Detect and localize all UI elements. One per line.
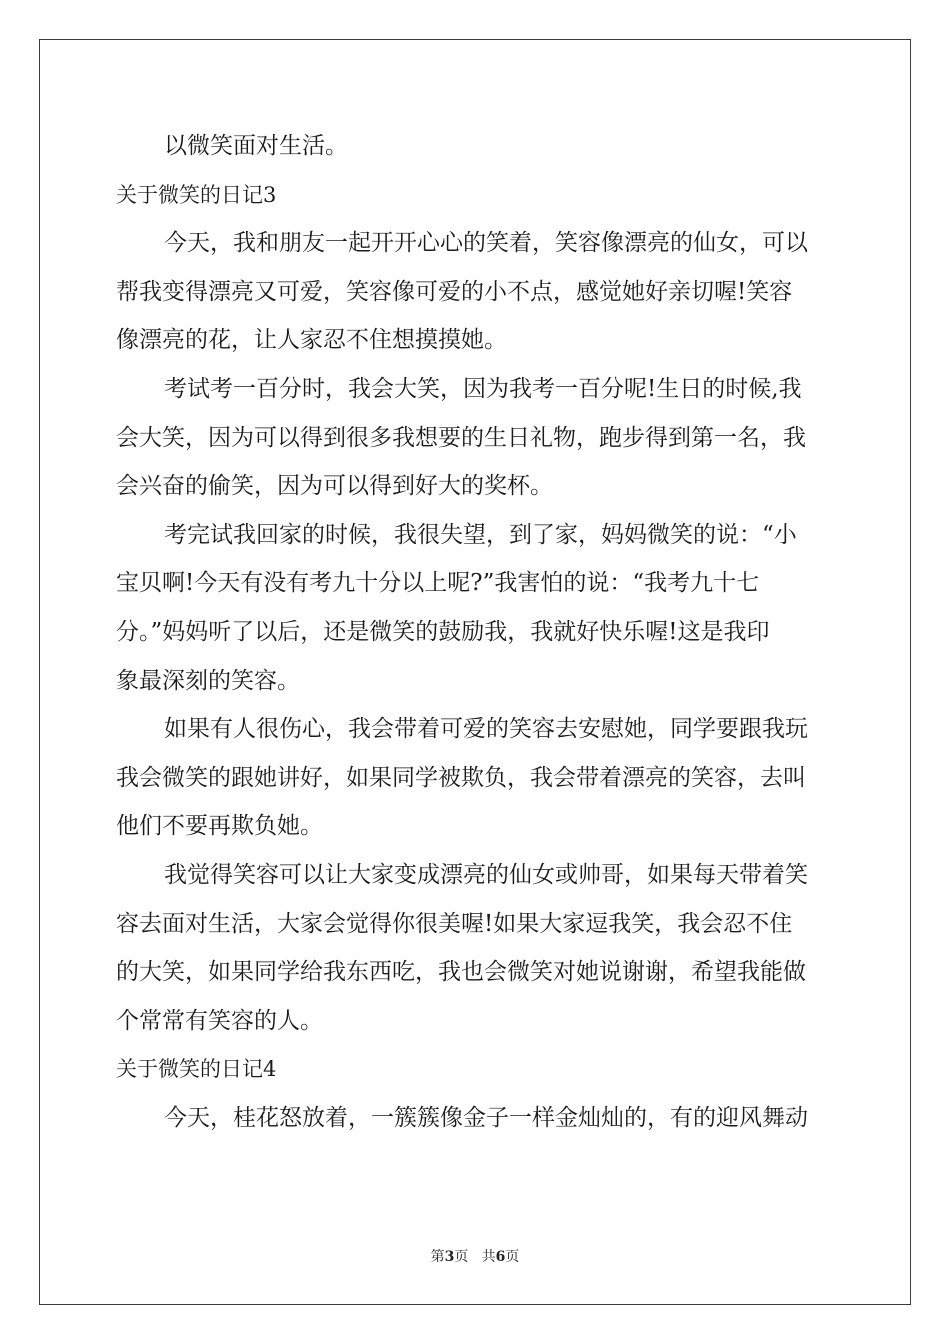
text-line: 会大笑，因为可以得到很多我想要的生日礼物，跑步得到第一名，我	[116, 424, 806, 451]
text-line: 宝贝啊!今天有没有考九十分以上呢?”我害怕的说：“我考九十七	[116, 570, 760, 597]
text-line: 他们不要再欺负她。	[116, 813, 323, 840]
text-line: 我会微笑的跟她讲好，如果同学被欺负，我会带着漂亮的笑容，去叫	[116, 764, 806, 791]
footer-page-suffix: 页	[454, 1249, 469, 1265]
text-line: 会兴奋的偷笑，因为可以得到好大的奖杯。	[116, 473, 553, 500]
footer-total-prefix: 共	[481, 1249, 496, 1265]
text-line: 考完试我回家的时候，我很失望，到了家，妈妈微笑的说：“小	[164, 521, 797, 548]
page-number: 3	[444, 1249, 455, 1265]
footer-total-suffix: 页	[505, 1249, 520, 1265]
text-line: 以微笑面对生活。	[164, 133, 348, 159]
text-line: 今天，我和朋友一起开开心心的笑着，笑容像漂亮的仙女，可以	[164, 230, 808, 257]
text-line: 考试考一百分时，我会大笑，因为我考一百分呢!生日的时候,我	[164, 375, 802, 402]
text-line: 像漂亮的花，让人家忍不住想摸摸她。	[116, 327, 507, 354]
text-line: 个常常有笑容的人。	[116, 1007, 323, 1034]
section-heading: 关于微笑的日记3	[116, 182, 277, 207]
document-body	[116, 122, 834, 1142]
section-heading: 关于微笑的日记4	[116, 1057, 277, 1082]
text-line: 如果有人很伤心，我会带着可爱的笑容去安慰她，同学要跟我玩	[164, 716, 808, 743]
footer-prefix: 第	[430, 1249, 445, 1265]
text-line: 的大笑，如果同学给我东西吃，我也会微笑对她说谢谢，希望我能做	[116, 959, 806, 986]
text-line: 容去面对生活，大家会觉得你很美喔!如果大家逗我笑，我会忍不住	[116, 910, 793, 937]
text-line: 我觉得笑容可以让大家变成漂亮的仙女或帅哥，如果每天带着笑	[164, 861, 808, 888]
total-pages: 6	[495, 1249, 506, 1265]
text-line: 象最深刻的笑容。	[116, 667, 300, 694]
text-line: 分。”妈妈听了以后，还是微笑的鼓励我，我就好快乐喔!这是我印	[116, 618, 770, 645]
text-line: 帮我变得漂亮又可爱，笑容像可爱的小不点，感觉她好亲切喔!笑容	[116, 278, 793, 305]
text-line: 今天，桂花怒放着，一簇簇像金子一样金灿灿的，有的迎风舞动	[164, 1104, 808, 1131]
page-footer	[0, 1247, 950, 1267]
